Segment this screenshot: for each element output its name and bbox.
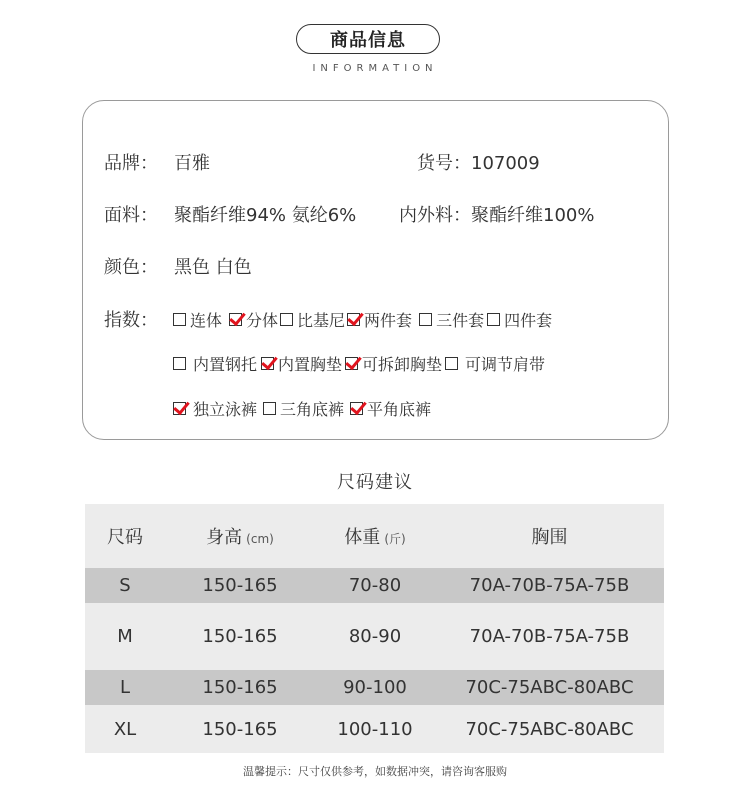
cell-weight: 100-110 — [337, 718, 413, 740]
table-row — [85, 705, 664, 753]
index-options-row-2 — [173, 352, 545, 375]
option-label: 平角底裤 — [367, 400, 432, 419]
brand-value: 百雅 — [174, 153, 210, 174]
lining-value: 聚酯纤维100% — [471, 205, 595, 226]
brand-row — [104, 149, 210, 175]
cell-bust: 70C-75ABC-80ABC — [465, 718, 634, 740]
option-steel-support[interactable] — [173, 352, 261, 375]
option-boyshort-bottom[interactable] — [350, 397, 431, 420]
option-label: 可拆卸胸垫 — [362, 355, 443, 374]
option-two-piece[interactable] — [347, 308, 419, 331]
option-separate-bottom[interactable] — [173, 397, 263, 420]
option-label: 比基尼 — [297, 311, 346, 330]
option-label: 两件套 — [364, 311, 413, 330]
item-no-label: 货号： — [417, 153, 471, 174]
checkbox-checked-icon — [229, 313, 242, 326]
option-label: 三件套 — [436, 311, 485, 330]
product-info-card — [82, 100, 669, 440]
height-unit: (cm) — [246, 532, 274, 546]
item-no-row — [417, 149, 540, 175]
option-three-piece[interactable] — [419, 308, 487, 331]
option-adjustable-strap[interactable] — [445, 352, 545, 375]
cell-bust: 70A-70B-75A-75B — [469, 575, 630, 596]
index-row — [104, 306, 158, 332]
height-header-label: 身高 — [206, 527, 243, 548]
table-row — [85, 568, 664, 603]
cell-size: L — [119, 677, 131, 698]
option-label: 三角底裤 — [280, 400, 345, 419]
checkbox-checked-icon — [173, 402, 186, 415]
lining-row — [399, 201, 594, 227]
option-fenti[interactable] — [229, 308, 280, 331]
checkbox-checked-icon — [345, 357, 358, 370]
checkbox-icon — [487, 313, 500, 326]
cell-bust: 70A-70B-75A-75B — [469, 626, 630, 647]
cell-height: 150-165 — [202, 575, 278, 596]
option-label: 连体 — [190, 311, 223, 330]
checkbox-icon — [445, 357, 458, 370]
option-built-in-pad[interactable] — [261, 352, 345, 375]
size-table — [85, 504, 664, 753]
cell-weight: 90-100 — [343, 677, 407, 698]
option-label: 分体 — [246, 311, 279, 330]
checkbox-icon — [173, 313, 186, 326]
checkbox-checked-icon — [261, 357, 274, 370]
color-label: 颜色： — [104, 257, 158, 278]
checkbox-checked-icon — [347, 313, 360, 326]
option-label: 可调节肩带 — [465, 355, 546, 374]
cell-height: 150-165 — [202, 718, 278, 740]
col-bust-header: 胸围 — [531, 527, 568, 548]
cell-size: XL — [113, 718, 137, 740]
index-label: 指数： — [104, 310, 158, 331]
cell-height: 150-165 — [202, 626, 278, 647]
checkbox-checked-icon — [350, 402, 363, 415]
option-removable-pad[interactable] — [345, 352, 445, 375]
cell-size: S — [119, 575, 131, 596]
col-weight-header — [315, 523, 435, 549]
cell-weight: 80-90 — [348, 626, 402, 647]
checkbox-icon — [419, 313, 432, 326]
brand-label: 品牌： — [104, 153, 158, 174]
table-row — [85, 603, 664, 670]
checkbox-icon — [173, 357, 186, 370]
checkbox-icon — [263, 402, 276, 415]
fabric-label: 面料： — [104, 205, 158, 226]
checkbox-icon — [280, 313, 293, 326]
size-section-title: 尺码建议 — [337, 472, 413, 493]
table-header-row — [85, 504, 664, 568]
section-subtitle: INFORMATION — [312, 63, 438, 74]
color-value: 黑色 白色 — [174, 257, 252, 278]
section-title: 商品信息 — [296, 24, 440, 54]
option-label: 内置胸垫 — [278, 355, 343, 374]
option-label: 四件套 — [504, 311, 553, 330]
footnote: 温馨提示：尺寸仅供参考，如数据冲突，请咨询客服购 — [243, 765, 507, 778]
cell-weight: 70-80 — [348, 575, 402, 596]
item-no-value: 107009 — [471, 153, 540, 174]
option-lianti[interactable] — [173, 308, 229, 331]
index-options-row-3 — [173, 397, 431, 420]
option-brief-bottom[interactable] — [263, 397, 350, 420]
fabric-value: 聚酯纤维94% 氨纶6% — [174, 205, 357, 226]
option-label: 独立泳裤 — [193, 400, 258, 419]
lining-label: 内外料： — [399, 205, 471, 226]
cell-height: 150-165 — [202, 677, 278, 698]
option-four-piece[interactable] — [487, 308, 552, 331]
col-size-header: 尺码 — [107, 527, 143, 548]
fabric-row — [104, 201, 356, 227]
weight-header-label: 体重 — [344, 527, 381, 548]
col-height-header — [165, 523, 315, 549]
cell-bust: 70C-75ABC-80ABC — [465, 677, 634, 698]
weight-unit: (斤) — [384, 532, 406, 546]
table-row — [85, 670, 664, 705]
cell-size: M — [117, 626, 133, 647]
option-label: 内置钢托 — [193, 355, 258, 374]
color-row — [104, 253, 252, 279]
option-bikini[interactable] — [280, 308, 347, 331]
index-options-row-1 — [173, 308, 552, 331]
